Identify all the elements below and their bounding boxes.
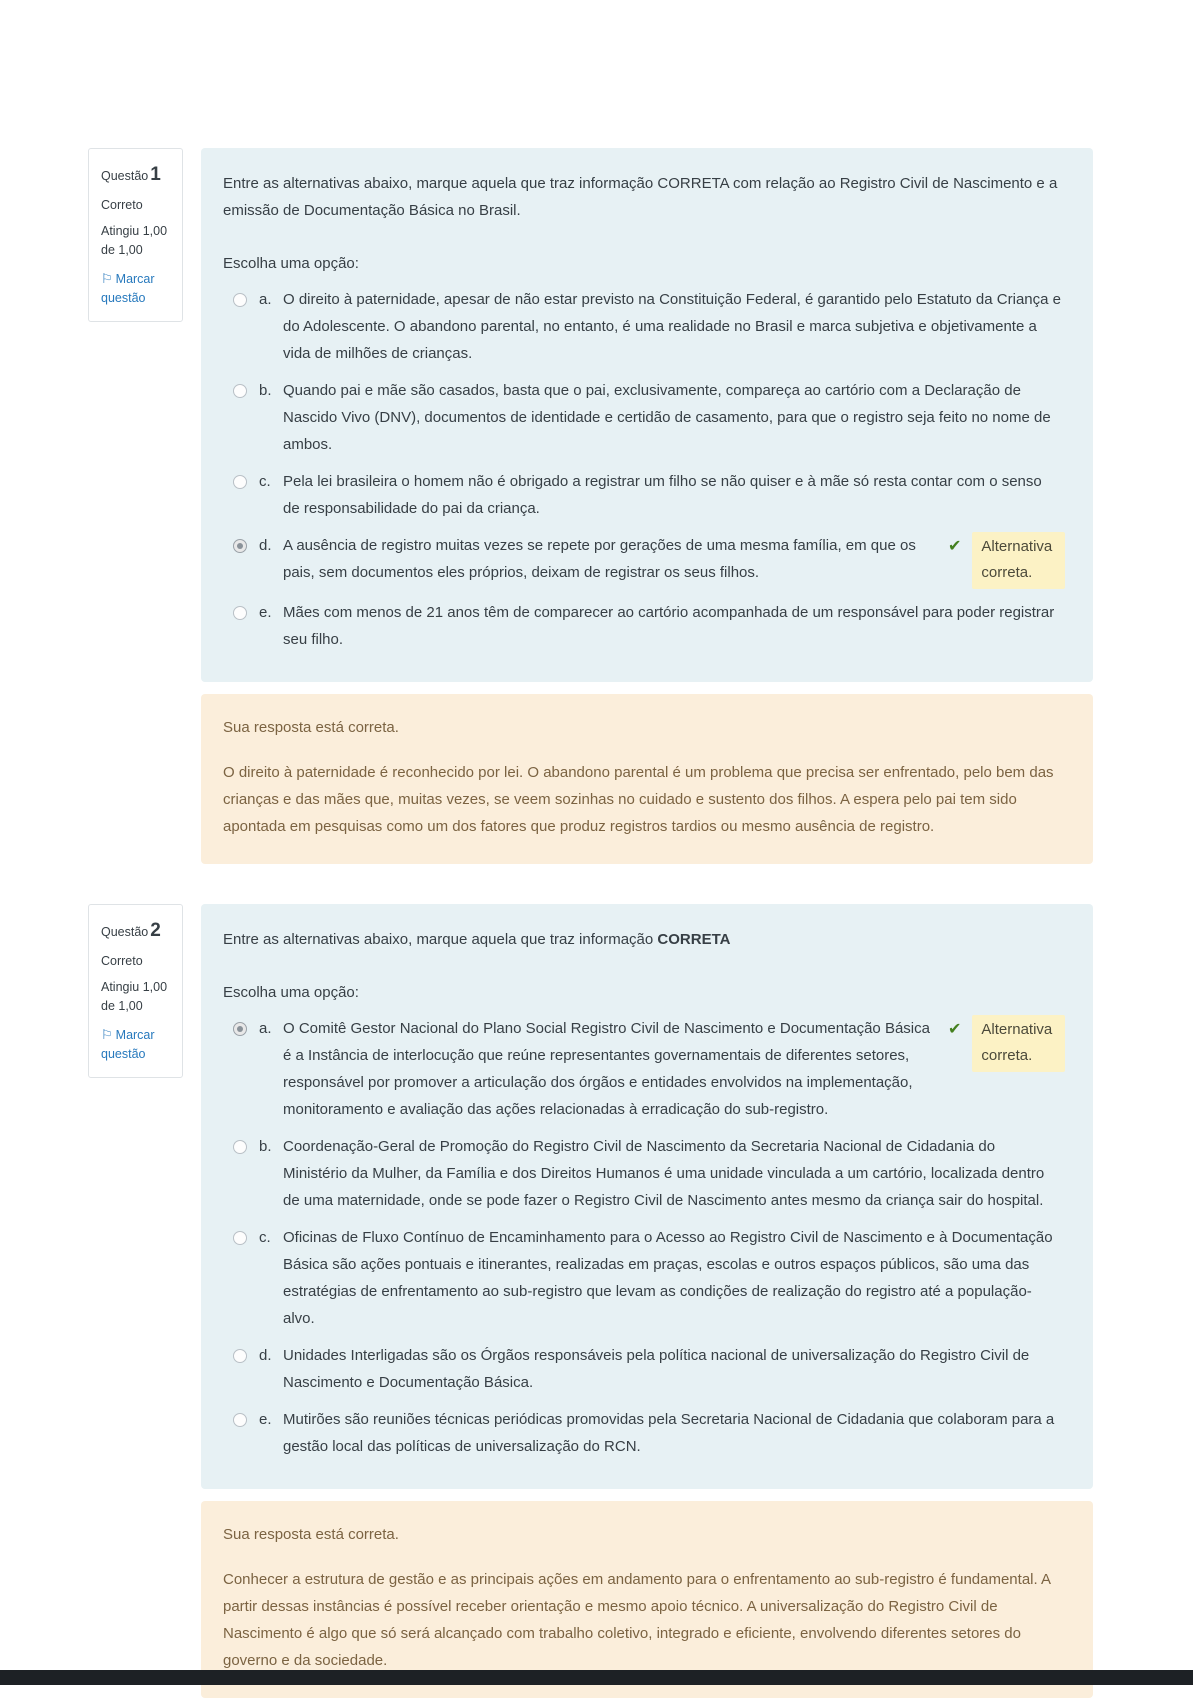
option-text: Mães com menos de 21 anos têm de comparecer ao cartório acompanhada de um responsável para poder registrar seu filho. (283, 604, 1055, 648)
option-letter: d. (259, 1347, 272, 1364)
option-letter: b. (259, 382, 272, 399)
feedback-body: Conhecer a estrutura de gestão e as principais ações em andamento para o enfrentamento ao sub-registro é fundamental. A partir dessas instâncias é possível receber orientação e mesmo apoio técnico. A universalização do Registro Civil de Nascimento é algo que só será alcançado com trabalho coletivo, integrado e eficiente, envolvendo diferentes setores do governo e da sociedade. (223, 1571, 1051, 1669)
option-row-e[interactable] (223, 1401, 1075, 1465)
option-text: Coordenação-Geral de Promoção do Registro Civil de Nascimento da Secretaria Nacional de Cidadania do Ministério da Mulher, da Família e dos Direitos Humanos é uma unidade vinculada a um cartório, localizada dentro de uma maternidade, onde se pode fazer o Registro Civil de Nascimento antes mesmo da criança sair do hospital. (283, 1138, 1045, 1209)
question-number-line (101, 161, 172, 190)
question-2-info (88, 904, 183, 1078)
option-radio[interactable] (233, 384, 247, 398)
feedback-body: O direito à paternidade é reconhecido por lei. O abandono parental é um problema que precisa ser enfrentado, pelo bem das crianças e das mães que, muitas vezes, se veem sozinhas no cuidado e sustento dos filhos. A espera pelo pai tem sido apontada em pesquisas como um dos fatores que produz registros tardios ou mesmo ausência de registro. (223, 764, 1054, 835)
option-row-c[interactable] (223, 1219, 1075, 1337)
check-icon: ✔ (948, 538, 962, 555)
option-radio[interactable] (233, 293, 247, 307)
question-2-feedback (201, 1501, 1093, 1698)
feedback-title: Sua resposta está correta. (223, 719, 399, 736)
flag-icon: ⚐ (101, 1026, 113, 1042)
question-grade: Atingiu 1,00 de 1,00 (101, 980, 168, 1013)
mark-question-link[interactable] (101, 270, 172, 307)
option-row-a[interactable] (223, 1010, 1075, 1128)
question-label: Questão (101, 925, 149, 939)
mark-question-label: Marcar questão (101, 271, 155, 305)
option-text: Oficinas de Fluxo Contínuo de Encaminhamento para o Acesso ao Registro Civil de Nascimento e à Documentação Básica são ações pontuais e itinerantes, realizadas em praças, escolas e outros espaços públicos, são uma das estratégias de enfrentamento ao sub-registro que levam as condições de realização do registro até a população-alvo. (283, 1229, 1053, 1327)
option-radio[interactable] (233, 606, 247, 620)
question-status: Correto (101, 197, 143, 212)
option-radio[interactable] (233, 1413, 247, 1427)
option-letter: a. (259, 291, 272, 308)
question-number: 1 (150, 164, 161, 185)
prompt-text: Entre as alternativas abaixo, marque aquela que traz informação CORRETA com relação ao Registro Civil de Nascimento e a emissão de Documentação Básica no Brasil. (223, 175, 1058, 219)
option-radio-selected[interactable] (233, 539, 247, 553)
question-grade: Atingiu 1,00 de 1,00 (101, 224, 168, 257)
footer-bar (0, 1670, 1193, 1685)
question-label: Questão (101, 169, 149, 183)
option-text: Unidades Interligadas são os Órgãos responsáveis pela política nacional de universalização do Registro Civil de Nascimento e Documentação Básica. (283, 1347, 1030, 1391)
check-icon: ✔ (948, 1021, 962, 1038)
option-text: O Comitê Gestor Nacional do Plano Social Registro Civil de Nascimento e Documentação Básica é a Instância de interlocução que reúne representantes governamentais de diferentes setores, responsável por promover a articulação dos órgãos e entidades envolvidos na implementação, monitoramento e avaliação das ações relacionadas à erradicação do sub-registro. (283, 1020, 930, 1118)
option-letter: d. (259, 537, 272, 554)
question-1-info (88, 148, 183, 322)
correct-indicator (948, 532, 1075, 589)
mark-question-link[interactable] (101, 1026, 172, 1063)
question-2-content (201, 904, 1093, 1489)
option-row-c[interactable] (223, 463, 1075, 527)
option-radio[interactable] (233, 1140, 247, 1154)
question-1 (88, 148, 1093, 682)
question-prompt (223, 170, 1075, 224)
question-1-feedback (201, 694, 1093, 864)
flag-icon: ⚐ (101, 270, 113, 286)
correct-indicator (948, 1015, 1075, 1072)
question-number: 2 (150, 920, 161, 941)
question-number-line (101, 917, 172, 946)
option-letter: b. (259, 1138, 272, 1155)
option-letter: c. (259, 473, 271, 490)
option-text: O direito à paternidade, apesar de não estar previsto na Constituição Federal, é garantido pelo Estatuto da Criança e do Adolescente. O abandono parental, no entanto, é uma realidade no Brasil e marca subjetiva e objetivamente a vida de milhões de crianças. (283, 291, 1061, 362)
option-radio[interactable] (233, 1231, 247, 1245)
option-text: Pela lei brasileira o homem não é obrigado a registrar um filho se não quiser e à mãe só resta contar com o senso de responsabilidade do pai da criança. (283, 473, 1042, 517)
choose-option-label: Escolha uma opção: (223, 984, 359, 1001)
feedback-title: Sua resposta está correta. (223, 1526, 399, 1543)
option-letter: e. (259, 604, 272, 621)
option-letter: a. (259, 1020, 272, 1037)
option-radio[interactable] (233, 475, 247, 489)
option-letter: c. (259, 1229, 271, 1246)
option-text: Mutirões são reuniões técnicas periódicas promovidas pela Secretaria Nacional de Cidadania que colaboram para a gestão local das políticas de universalização do RCN. (283, 1411, 1055, 1455)
question-prompt (223, 926, 1075, 953)
option-row-d[interactable] (223, 1337, 1075, 1401)
correct-answer-badge: Alternativa correta. (972, 1015, 1065, 1072)
question-1-content (201, 148, 1093, 682)
question-status: Correto (101, 953, 143, 968)
option-radio-selected[interactable] (233, 1022, 247, 1036)
option-letter: e. (259, 1411, 272, 1428)
correct-answer-badge: Alternativa correta. (972, 532, 1065, 589)
prompt-text: Entre as alternativas abaixo, marque aquela que traz informação (223, 931, 658, 948)
quiz-page (88, 148, 1093, 1698)
question-2 (88, 904, 1093, 1489)
option-text: Quando pai e mãe são casados, basta que o pai, exclusivamente, compareça ao cartório com a Declaração de Nascido Vivo (DNV), documentos de identidade e certidão de casamento, para que o registro seja feito no nome de ambos. (283, 382, 1051, 453)
option-row-b[interactable] (223, 372, 1075, 463)
option-radio[interactable] (233, 1349, 247, 1363)
option-row-a[interactable] (223, 281, 1075, 372)
prompt-bold-text: CORRETA (657, 931, 731, 948)
option-row-e[interactable] (223, 594, 1075, 658)
option-row-d[interactable] (223, 527, 1075, 594)
option-row-b[interactable] (223, 1128, 1075, 1219)
choose-option-label: Escolha uma opção: (223, 255, 359, 272)
option-text: A ausência de registro muitas vezes se repete por gerações de uma mesma família, em que os pais, sem documentos eles próprios, deixam de registrar os seus filhos. (283, 537, 916, 581)
mark-question-label: Marcar questão (101, 1027, 155, 1061)
